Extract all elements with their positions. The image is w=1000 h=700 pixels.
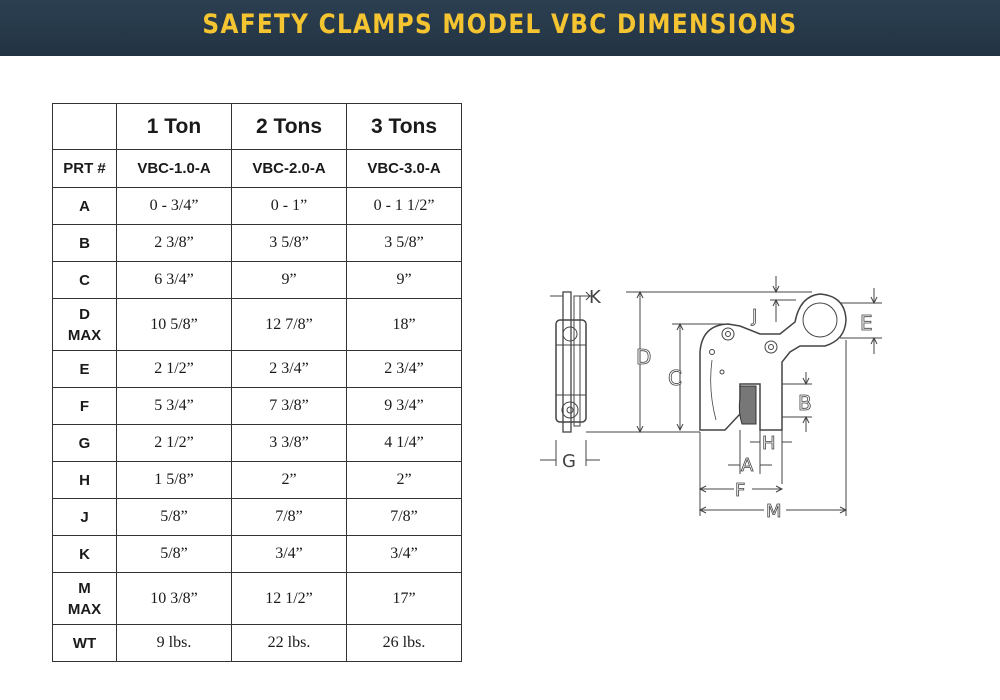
row-label	[53, 225, 117, 262]
table-cell: 3 5/8”	[347, 225, 462, 262]
table-cell: 2”	[232, 462, 347, 499]
table-cell: 10 3/8”	[117, 573, 232, 625]
table-cell: 5/8”	[117, 499, 232, 536]
dim-label-h: H	[762, 433, 776, 454]
row-label	[53, 499, 117, 536]
dim-label-b: B	[798, 391, 812, 415]
table-cell: VBC-3.0-A	[347, 150, 462, 188]
col-header-3-tons: 3 Tons	[347, 104, 462, 150]
table-cell: 9 lbs.	[117, 625, 232, 662]
table-row	[53, 225, 462, 262]
table-cell: 5/8”	[117, 536, 232, 573]
table-row	[53, 573, 462, 625]
table-cell: 3 5/8”	[232, 225, 347, 262]
table-row	[53, 299, 462, 351]
table-cell: VBC-2.0-A	[232, 150, 347, 188]
table-cell: 2 1/2”	[117, 351, 232, 388]
table-cell: 4 1/4”	[347, 425, 462, 462]
clamp-dimension-diagram	[530, 270, 900, 530]
row-label-text: E	[79, 360, 90, 378]
row-label	[53, 536, 117, 573]
dim-label-k: K	[589, 287, 601, 308]
table-cell: 3/4”	[347, 536, 462, 573]
row-label-text: G	[78, 434, 91, 452]
table-cell: VBC-1.0-A	[117, 150, 232, 188]
table-cell: 18”	[347, 299, 462, 351]
row-label	[53, 425, 117, 462]
header-corner-cell	[53, 104, 117, 150]
row-label-text: K	[79, 545, 90, 563]
table-row	[53, 188, 462, 225]
row-label	[53, 388, 117, 425]
table-cell: 3 3/8”	[232, 425, 347, 462]
row-label-text: J	[80, 508, 89, 526]
part-number-row	[53, 150, 462, 188]
dimensions-table	[52, 103, 462, 662]
row-label	[53, 262, 117, 299]
table-cell: 10 5/8”	[117, 299, 232, 351]
table-row	[53, 499, 462, 536]
table-cell: 0 - 1”	[232, 188, 347, 225]
dim-label-c: C	[668, 366, 682, 390]
dim-label-d: D	[636, 345, 652, 369]
row-label-text: WT	[72, 634, 97, 652]
table-cell: 17”	[347, 573, 462, 625]
table-row	[53, 262, 462, 299]
row-label	[53, 573, 117, 625]
row-label	[53, 188, 117, 225]
row-label-text: C	[79, 271, 90, 289]
table-cell: 22 lbs.	[232, 625, 347, 662]
table-row	[53, 625, 462, 662]
table-cell: 2 3/4”	[347, 351, 462, 388]
row-label: PRT #	[53, 150, 117, 188]
table-cell: 7/8”	[232, 499, 347, 536]
table-cell: 9 3/4”	[347, 388, 462, 425]
row-label-text: F	[79, 397, 90, 415]
row-label-text: M	[78, 579, 91, 597]
table-cell: 9”	[347, 262, 462, 299]
dim-label-g: G	[562, 451, 576, 472]
table-cell: 2 1/2”	[117, 425, 232, 462]
page-title: SAFETY CLAMPS MODEL VBC DIMENSIONS	[202, 8, 798, 40]
row-label	[53, 351, 117, 388]
table-cell: 12 1/2”	[232, 573, 347, 625]
table-cell: 0 - 1 1/2”	[347, 188, 462, 225]
dim-label-j: J	[752, 306, 758, 327]
row-label-text: B	[79, 234, 90, 252]
col-header-1-ton: 1 Ton	[117, 104, 232, 150]
table-row	[53, 388, 462, 425]
table-cell: 7 3/8”	[232, 388, 347, 425]
row-label-text: A	[79, 197, 90, 215]
row-label-qualifier: MAX	[67, 326, 102, 344]
capacity-header-row	[53, 104, 462, 150]
table-cell: 3/4”	[232, 536, 347, 573]
table-cell: 12 7/8”	[232, 299, 347, 351]
table-row	[53, 351, 462, 388]
table-row	[53, 536, 462, 573]
table-cell: 2 3/4”	[232, 351, 347, 388]
table-cell: 7/8”	[347, 499, 462, 536]
dim-label-a: A	[741, 455, 754, 476]
table-row	[53, 425, 462, 462]
table-cell: 26 lbs.	[347, 625, 462, 662]
table-cell: 9”	[232, 262, 347, 299]
row-label	[53, 299, 117, 351]
row-label-text: D	[79, 305, 90, 323]
row-label	[53, 462, 117, 499]
row-label	[53, 625, 117, 662]
table-cell: 6 3/4”	[117, 262, 232, 299]
title-banner	[0, 0, 1000, 56]
table-cell: 2 3/8”	[117, 225, 232, 262]
table-cell: 2”	[347, 462, 462, 499]
table-cell: 5 3/4”	[117, 388, 232, 425]
table-cell: 0 - 3/4”	[117, 188, 232, 225]
clamp-side-view	[556, 292, 586, 432]
dim-label-f: F	[735, 480, 746, 501]
row-label-text: H	[79, 471, 90, 489]
dim-label-m: M	[766, 501, 782, 522]
table-row	[53, 462, 462, 499]
dim-label-e: E	[860, 311, 873, 335]
col-header-2-tons: 2 Tons	[232, 104, 347, 150]
clamp-front-view	[700, 294, 846, 430]
table-cell: 1 5/8”	[117, 462, 232, 499]
row-label-qualifier: MAX	[67, 600, 102, 618]
